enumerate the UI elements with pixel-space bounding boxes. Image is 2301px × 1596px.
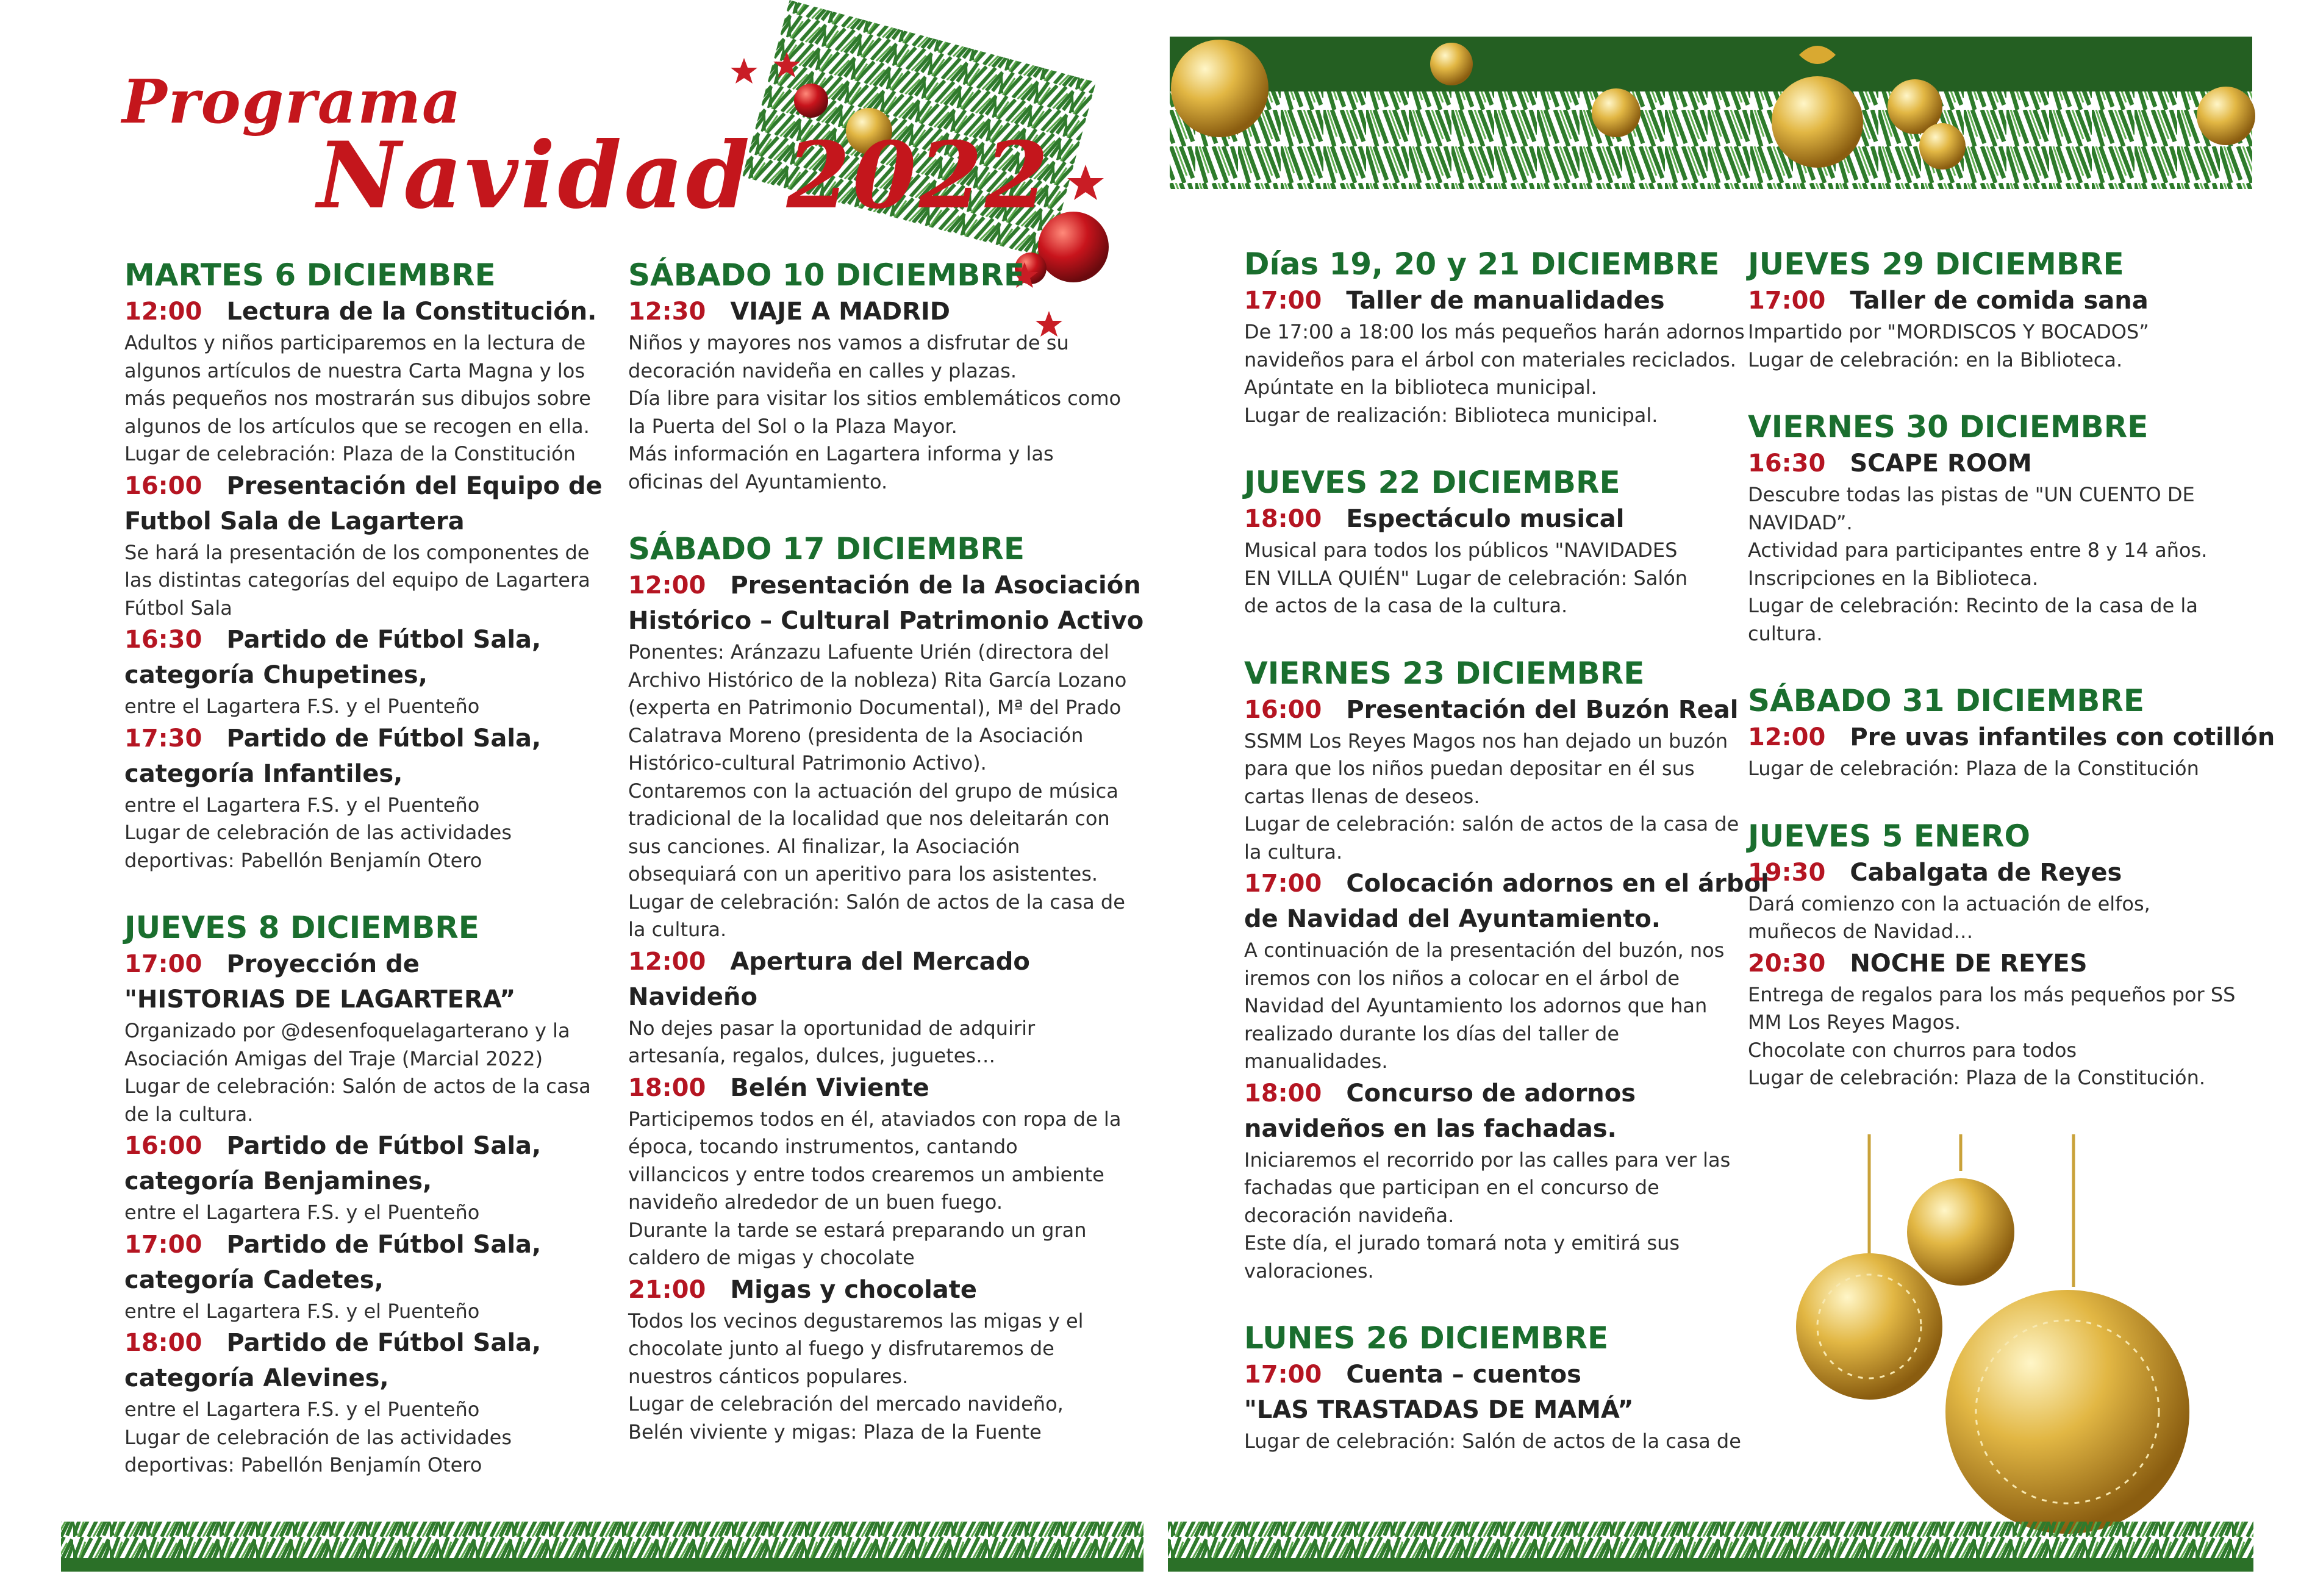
title-line2: Navidad 2022 — [317, 122, 1051, 229]
event-item — [1748, 855, 2236, 946]
event-description: Lugar de celebración: Plaza de la Constitución — [1748, 757, 2199, 780]
event-title: Cuenta – cuentos — [1346, 1361, 1581, 1389]
day-heading: VIERNES 23 DICIEMBRE — [1244, 655, 1645, 691]
event-time: 12:00 — [628, 947, 706, 976]
day-heading: VIERNES 30 DICIEMBRE — [1748, 409, 2149, 445]
day-heading: LUNES 26 DICIEMBRE — [1244, 1320, 1609, 1356]
event-item — [1748, 283, 2236, 374]
event-title: Colocación adornos en el árbol — [1346, 870, 1769, 898]
event-description: entre el Lagartera F.S. y el Puenteño Lugar de celebración de las actividades deportivas: Pabellón Benjamín Otero — [124, 1398, 512, 1476]
event-description: entre el Lagartera F.S. y el Puenteño — [124, 1299, 480, 1323]
event-title: VIAJE A MADRID — [730, 298, 950, 326]
event-description: SSMM Los Reyes Magos nos han dejado un buzón para que los niños puedan depositar en él sus cartas llenas de deseos. Lugar de celebración: salón de actos de la casa de la cultura. — [1244, 729, 1739, 864]
event-item — [124, 1325, 612, 1480]
event-item — [1244, 283, 1750, 429]
event-item — [628, 1272, 1128, 1447]
event-description: Adultos y niños participaremos en la lectura de algunos artículos de nuestra Carta Magna y los más pequeños nos mostrarán sus dibujos sobre algunos de los artículos que se recogen en ella. Lugar de celebración: Plaza de la Constitución — [124, 331, 591, 465]
event-title: Presentación del Equipo de — [226, 471, 603, 500]
event-item — [628, 1070, 1128, 1272]
event-description: Se hará la presentación de los componentes de las distintas categorías del equipo de Lagartera Fútbol Sala — [124, 540, 590, 620]
event-title: Presentación del Buzón Real — [1346, 695, 1739, 724]
event-time: 17:00 — [124, 1230, 202, 1259]
event-description: Dará comienzo con la actuación de elfos, muñecos de Navidad… — [1748, 892, 2150, 943]
day-heading: SÁBADO 10 DICIEMBRE — [628, 257, 1025, 293]
event-time: 16:30 — [1748, 449, 1826, 478]
top-garland — [1170, 37, 2255, 189]
event-description: No dejes pasar la oportunidad de adquirir artesanía, regalos, dulces, juguetes… — [628, 1016, 1036, 1067]
event-description: Entrega de regalos para los más pequeños por SS MM Los Reyes Magos. Chocolate con churros para todos Lugar de celebración: Plaza de la Constitución. — [1748, 982, 2236, 1089]
event-time: 12:00 — [124, 298, 202, 326]
event-title: Presentación de la Asociación — [730, 571, 1141, 599]
event-time: 17:00 — [1748, 287, 1826, 315]
event-title: Espectáculo musical — [1346, 505, 1625, 533]
event-description: Ponentes: Aránzazu Lafuente Urién (directora del Archivo Histórico de la nobleza) Rita García Lozano (experta en Patrimonio Documental), Mª del Prado Calatrava Moreno (presidenta de la Asociación Histórico-cultural Patrimonio Activo). Contaremos con la actuación del grupo de música tradicional de la localidad que nos deleitarán con sus canciones. Al finalizar, la Asociación obsequiará con un aperitivo para los asistentes. Lugar de celebración: Salón de actos de la casa de la cultura. — [628, 640, 1127, 941]
event-title: categoría Chupetines, — [124, 661, 428, 689]
event-time: 16:00 — [124, 1132, 202, 1160]
event-description: De 17:00 a 18:00 los más pequeños harán adornos navideños para el árbol con materiales reciclados. Apúntate en la biblioteca municipal. Lugar de realización: Biblioteca municipal. — [1244, 320, 1745, 427]
event-title: Lectura de la Constitución. — [226, 298, 597, 326]
event-title: Pre uvas infantiles con cotillón — [1850, 723, 2275, 751]
event-title: "LAS TRASTADAS DE MAMÁ” — [1244, 1396, 1634, 1424]
event-title: Taller de manualidades — [1346, 287, 1665, 315]
event-item — [124, 1227, 612, 1326]
event-time: 17:00 — [1244, 1361, 1322, 1389]
event-description: entre el Lagartera F.S. y el Puenteño Lugar de celebración de las actividades deportivas: Pabellón Benjamín Otero — [124, 793, 512, 872]
event-time: 16:00 — [124, 471, 202, 500]
day-heading: Días 19, 20 y 21 DICIEMBRE — [1244, 246, 1720, 282]
column-3 — [1244, 245, 1769, 1456]
column-4 — [1748, 245, 2275, 1092]
event-description: Organizado por @desenfoquelagarterano y la Asociación Amigas del Traje (Marcial 2022) Lugar de celebración: Salón de actos de la casa de la cultura. — [124, 1019, 591, 1126]
event-title: navideños en las fachadas. — [1244, 1114, 1617, 1143]
day-heading: MARTES 6 DICIEMBRE — [124, 257, 496, 293]
event-description: Impartido por "MORDISCOS Y BOCADOS” Lugar de celebración: en la Biblioteca. — [1748, 320, 2149, 371]
event-title: Histórico – Cultural Patrimonio Activo — [628, 607, 1144, 635]
event-title: Partido de Fútbol Sala, — [226, 1132, 542, 1160]
day-heading: JUEVES 22 DICIEMBRE — [1244, 465, 1620, 500]
event-description: Iniciaremos el recorrido por las calles para ver las fachadas que participan en el concurso de decoración navideña. Este día, el jurado tomará nota y emitirá sus valoraciones. — [1244, 1148, 1731, 1283]
event-title: Partido de Fútbol Sala, — [226, 724, 542, 753]
event-title: Apertura del Mercado — [730, 947, 1030, 976]
event-title: Concurso de adornos — [1346, 1079, 1636, 1108]
event-item — [124, 1128, 612, 1227]
event-item — [628, 568, 1144, 944]
event-time: 18:00 — [1244, 1079, 1322, 1108]
event-title: de Navidad del Ayuntamiento. — [1244, 905, 1661, 933]
column-1 — [124, 256, 612, 1480]
day-heading: SÁBADO 31 DICIEMBRE — [1748, 683, 2144, 718]
event-title: Futbol Sala de Lagartera — [124, 507, 465, 535]
event-item — [1244, 1076, 1750, 1286]
event-title: Taller de comida sana — [1850, 287, 2149, 315]
event-item — [1244, 501, 1750, 620]
event-description: Descubre todas las pistas de "UN CUENTO DE NAVIDAD”. Actividad para participantes entre 8 y 14 años. Inscripciones en la Biblioteca. Lugar de celebración: Recinto de la casa de la cultura. — [1748, 483, 2208, 645]
event-item — [1748, 720, 2275, 783]
event-time: 17:00 — [1244, 287, 1322, 315]
event-title: categoría Cadetes, — [124, 1265, 384, 1294]
bottom-garland-left — [61, 1522, 1143, 1572]
event-time: 20:30 — [1748, 949, 1826, 978]
event-item — [1748, 946, 2236, 1092]
title-line1: Programa — [122, 67, 462, 137]
bottom-garland-right — [1168, 1522, 2253, 1572]
event-time: 12:00 — [628, 571, 706, 599]
event-title: categoría Infantiles, — [124, 759, 403, 788]
event-time: 17:30 — [124, 724, 202, 753]
event-item — [124, 622, 612, 721]
event-description: Niños y mayores nos vamos a disfrutar de su decoración navideña en calles y plazas. Día libre para visitar los sitios emblemáticos como la Puerta del Sol o la Plaza Mayor. Más información en Lagartera informa y las oficinas del Ayuntamiento. — [628, 331, 1122, 493]
gold-ornaments — [1796, 1134, 2189, 1534]
event-time: 18:00 — [124, 1329, 202, 1357]
event-time: 17:00 — [1244, 870, 1322, 898]
event-time: 17:00 — [124, 950, 202, 978]
column-2 — [628, 256, 1144, 1446]
day-heading: JUEVES 8 DICIEMBRE — [124, 910, 479, 945]
event-title: Partido de Fútbol Sala, — [226, 626, 542, 654]
event-description: entre el Lagartera F.S. y el Puenteño — [124, 1201, 480, 1224]
event-description: Musical para todos los públicos "NAVIDADES EN VILLA QUIÉN" Lugar de celebración: Salón de actos de la casa de la cultura. — [1244, 539, 1688, 617]
event-title: NOCHE DE REYES — [1850, 949, 2088, 978]
event-title: Navideño — [628, 982, 757, 1011]
event-title: categoría Benjamines, — [124, 1167, 432, 1195]
day-heading: SÁBADO 17 DICIEMBRE — [628, 531, 1025, 567]
event-item — [124, 947, 612, 1128]
event-item — [124, 721, 612, 875]
event-title: categoría Alevines, — [124, 1364, 389, 1392]
event-title: "HISTORIAS DE LAGARTERA” — [124, 986, 516, 1014]
event-description: A continuación de la presentación del buzón, nos iremos con los niños a colocar en el árbol de Navidad del Ayuntamiento los adornos que han realizado durante los días del taller de manualidades. — [1244, 939, 1725, 1073]
event-description: Participemos todos en él, ataviados con ropa de la época, tocando instrumentos, cantando villancicos y entre todos crearemos un ambiente navideño alrededor de un buen fuego. Durante la tarde se estará preparando un gran caldero de migas y chocolate — [628, 1107, 1122, 1269]
event-time: 19:30 — [1748, 858, 1826, 887]
event-item — [1244, 692, 1750, 867]
event-item — [1244, 1357, 1750, 1456]
event-time: 18:00 — [628, 1073, 706, 1102]
event-item — [628, 294, 1128, 496]
event-description: entre el Lagartera F.S. y el Puenteño — [124, 695, 480, 718]
event-title: Partido de Fútbol Sala, — [226, 1230, 542, 1259]
event-title: SCAPE ROOM — [1850, 449, 2032, 478]
event-time: 21:00 — [628, 1275, 706, 1304]
day-heading: JUEVES 5 ENERO — [1748, 818, 2030, 854]
event-description: Todos los vecinos degustaremos las migas y el chocolate junto al fuego y disfrutaremos de nuestros cánticos populares. Lugar de celebración del mercado navideño, Belén viviente y migas: Plaza de la Fuente — [628, 1309, 1084, 1444]
event-description: Lugar de celebración: Salón de actos de la casa de — [1244, 1430, 1741, 1453]
event-time: 12:30 — [628, 298, 706, 326]
event-item — [628, 944, 1128, 1070]
event-title: Partido de Fútbol Sala, — [226, 1329, 542, 1357]
event-title: Proyección de — [226, 950, 420, 978]
event-time: 16:30 — [124, 626, 202, 654]
event-item — [124, 468, 612, 623]
day-heading: JUEVES 29 DICIEMBRE — [1748, 246, 2124, 282]
event-title: Migas y chocolate — [730, 1275, 978, 1304]
event-time: 18:00 — [1244, 505, 1322, 533]
event-time: 16:00 — [1244, 695, 1322, 724]
event-time: 12:00 — [1748, 723, 1826, 751]
event-item — [1748, 446, 2236, 648]
event-title: Belén Viviente — [730, 1073, 929, 1102]
event-title: Cabalgata de Reyes — [1850, 858, 2122, 887]
event-item — [1244, 866, 1769, 1076]
event-item — [124, 294, 612, 468]
